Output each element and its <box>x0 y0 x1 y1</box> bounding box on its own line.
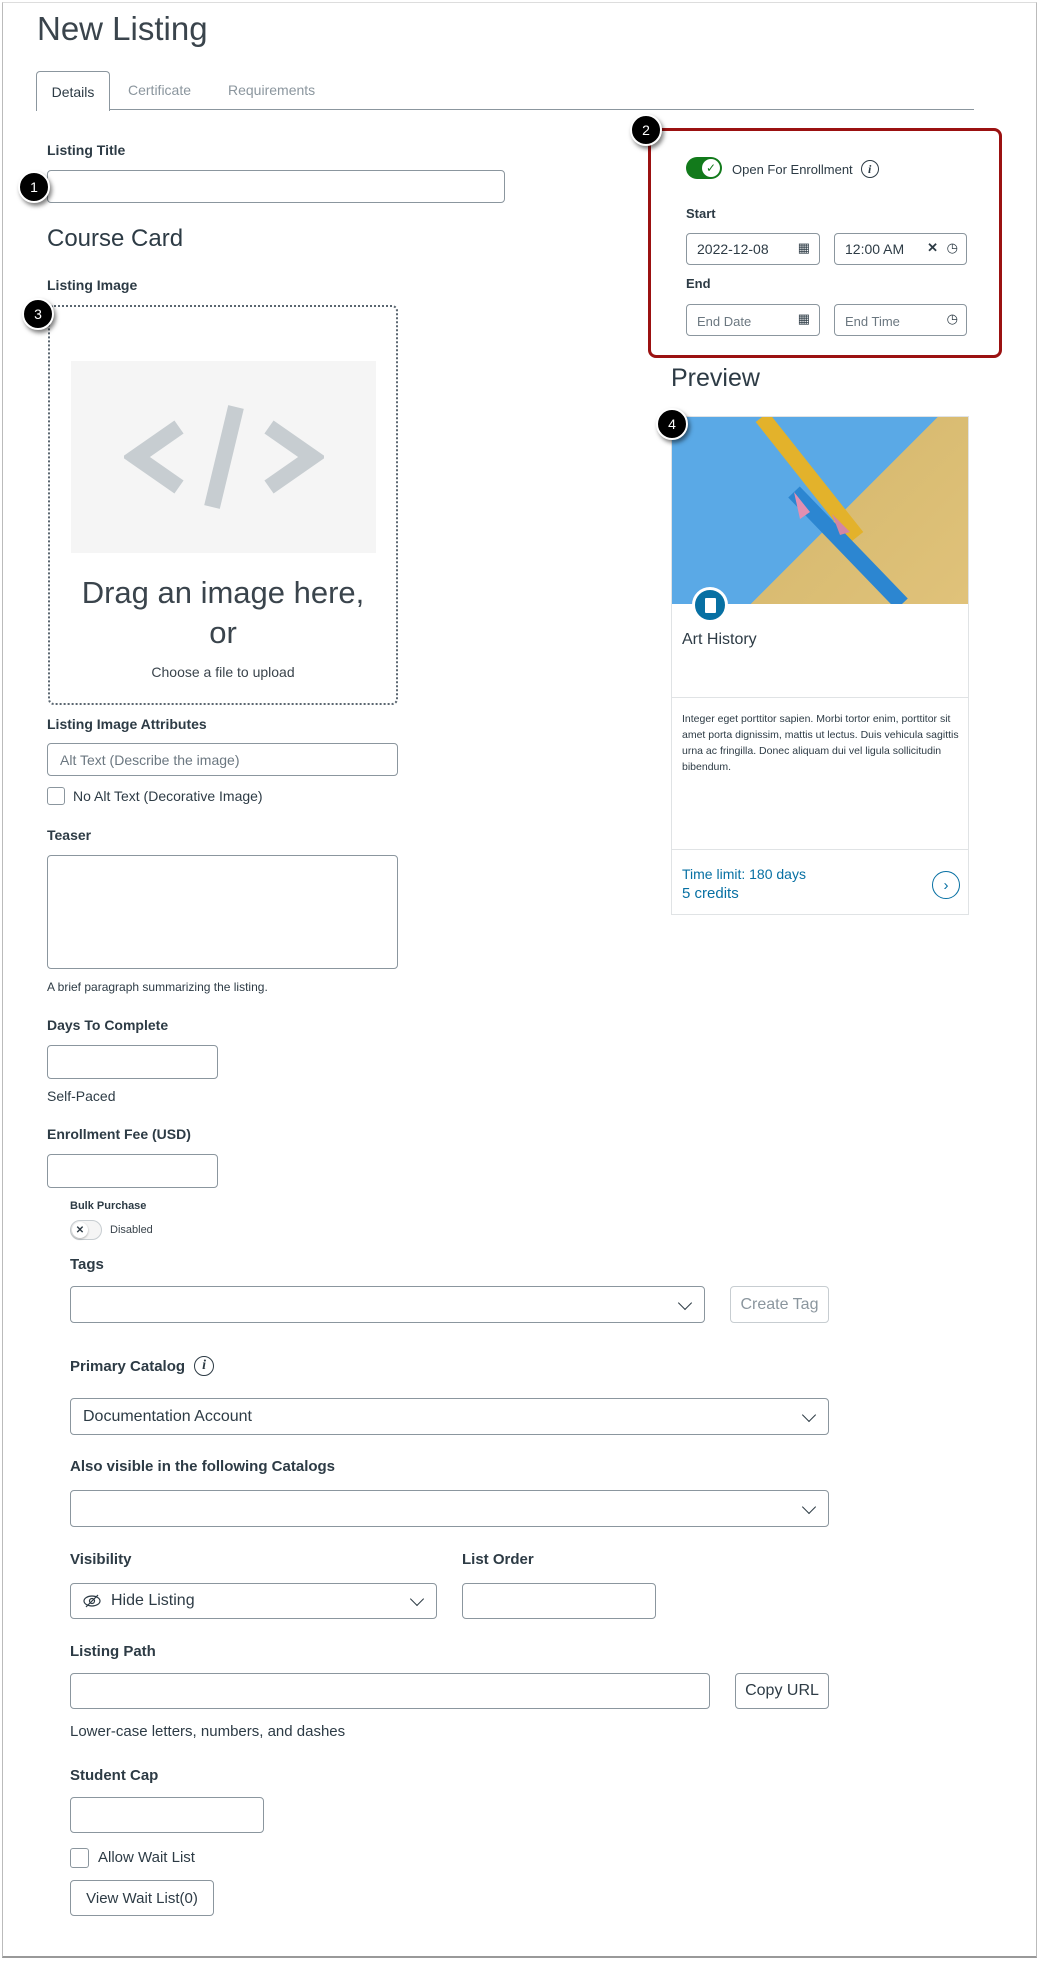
bulk-purchase-toggle[interactable] <box>70 1220 102 1240</box>
primary-catalog-label-row <box>70 1356 214 1376</box>
card-title: Art History <box>682 631 757 648</box>
tab-bar-divider <box>36 109 974 110</box>
card-time-limit: Time limit: 180 days <box>682 866 806 882</box>
chevron-right-icon[interactable]: › <box>932 871 960 899</box>
allow-wait-list-label: Allow Wait List <box>98 1849 195 1866</box>
course-icon <box>692 587 728 623</box>
copy-url-button[interactable]: Copy URL <box>735 1673 829 1709</box>
listing-title-label: Listing Title <box>47 142 126 158</box>
create-tag-button[interactable]: Create Tag <box>730 1286 829 1323</box>
eye-slash-icon <box>83 1594 101 1608</box>
drop-text-line1: Drag an image here, <box>81 575 365 610</box>
x-icon: ✕ <box>72 1222 88 1238</box>
bulk-purchase-label: Bulk Purchase <box>70 1200 147 1212</box>
end-date-input[interactable] <box>686 304 820 336</box>
chevron-down-icon <box>678 1295 692 1309</box>
tab-details[interactable]: Details <box>36 71 110 111</box>
alt-text-placeholder: Alt Text (Describe the image) <box>60 752 240 768</box>
chevron-down-icon <box>802 1499 816 1513</box>
also-visible-label: Also visible in the following Catalogs <box>70 1458 336 1475</box>
card-credits: 5 credits <box>682 885 739 902</box>
list-order-label: List Order <box>462 1551 534 1568</box>
clear-icon[interactable]: ✕ <box>927 240 938 255</box>
open-enrollment-toggle[interactable] <box>686 157 722 179</box>
preview-heading: Preview <box>671 364 760 392</box>
drop-text-line2: or <box>209 615 237 650</box>
image-dropzone[interactable] <box>48 305 398 705</box>
calendar-icon[interactable]: ▦ <box>797 311 810 326</box>
no-alt-text-label: No Alt Text (Decorative Image) <box>73 788 263 804</box>
pencils-image <box>672 417 968 604</box>
tags-select[interactable] <box>70 1286 705 1323</box>
card-description: Integer eget porttitor sapien. Morbi tortor enim, porttitor sit amet porta dignissim, mattis ut lectus. Duis vehicula sagittis urna ac fringilla. Donec aliquam dui vel ligula sollicitudin bibendum. <box>682 713 959 773</box>
info-icon[interactable]: i <box>861 160 879 178</box>
days-to-complete-label: Days To Complete <box>47 1017 169 1033</box>
enrollment-fee-label: Enrollment Fee (USD) <box>47 1126 191 1142</box>
code-placeholder-icon <box>71 361 376 553</box>
listing-path-label: Listing Path <box>70 1643 156 1660</box>
chevron-down-icon <box>410 1592 424 1606</box>
start-date-value: 2022-12-08 <box>697 241 769 257</box>
visibility-value: Hide Listing <box>111 1592 195 1609</box>
start-label: Start <box>686 206 716 221</box>
teaser-textarea[interactable] <box>47 855 398 969</box>
chevron-down-icon <box>802 1407 816 1421</box>
no-alt-text-checkbox[interactable] <box>47 787 65 805</box>
end-time-placeholder: End Time <box>845 314 900 329</box>
bulk-purchase-state: Disabled <box>110 1224 153 1236</box>
course-card-heading: Course Card <box>47 225 184 252</box>
step-badge-4: 4 <box>656 408 688 440</box>
info-icon[interactable]: i <box>194 1356 214 1376</box>
check-icon: ✓ <box>702 159 720 177</box>
visibility-select[interactable] <box>70 1583 437 1619</box>
teaser-label: Teaser <box>47 827 92 843</box>
primary-catalog-value: Documentation Account <box>83 1408 252 1425</box>
preview-card <box>671 416 969 915</box>
card-divider <box>672 849 968 850</box>
open-enrollment-label: Open For Enrollment <box>732 161 853 177</box>
open-enrollment-label-row <box>732 160 879 178</box>
listing-path-input[interactable] <box>70 1673 710 1709</box>
days-to-complete-input[interactable] <box>47 1045 218 1079</box>
step-badge-1: 1 <box>18 171 50 203</box>
start-time-input[interactable] <box>834 233 967 265</box>
view-wait-list-button[interactable]: View Wait List(0) <box>70 1880 214 1916</box>
list-order-input[interactable] <box>462 1583 656 1619</box>
teaser-help: A brief paragraph summarizing the listing. <box>47 980 268 994</box>
step-badge-2: 2 <box>630 114 662 146</box>
student-cap-input[interactable] <box>70 1797 264 1833</box>
clock-icon[interactable]: ◷ <box>946 311 958 326</box>
end-time-input[interactable] <box>834 304 967 336</box>
primary-catalog-label: Primary Catalog <box>70 1357 186 1375</box>
also-visible-select[interactable] <box>70 1490 829 1527</box>
listing-path-help: Lower-case letters, numbers, and dashes <box>70 1723 346 1740</box>
student-cap-label: Student Cap <box>70 1767 159 1784</box>
tab-certificate[interactable]: Certificate <box>128 82 192 98</box>
primary-catalog-select[interactable] <box>70 1398 829 1435</box>
end-date-placeholder: End Date <box>697 314 752 329</box>
calendar-icon[interactable]: ▦ <box>797 240 810 255</box>
tags-label: Tags <box>70 1256 104 1273</box>
enrollment-fee-input[interactable] <box>47 1154 218 1188</box>
choose-file-link[interactable]: Choose a file to upload <box>151 664 295 680</box>
visibility-label: Visibility <box>70 1551 132 1568</box>
clock-icon[interactable]: ◷ <box>946 240 958 255</box>
image-attributes-label: Listing Image Attributes <box>47 716 207 732</box>
start-date-input[interactable] <box>686 233 820 265</box>
listing-title-input[interactable] <box>47 170 505 203</box>
days-help: Self-Paced <box>47 1088 116 1104</box>
card-divider <box>672 697 968 698</box>
end-label: End <box>686 276 711 291</box>
listing-image-label: Listing Image <box>47 277 138 293</box>
allow-wait-list-checkbox[interactable] <box>70 1848 89 1868</box>
alt-text-input[interactable] <box>47 743 398 776</box>
page-title: New Listing <box>37 10 208 47</box>
card-image <box>672 417 968 604</box>
step-badge-3: 3 <box>22 298 54 330</box>
tab-requirements[interactable]: Requirements <box>228 82 316 98</box>
start-time-value: 12:00 AM <box>845 241 905 257</box>
